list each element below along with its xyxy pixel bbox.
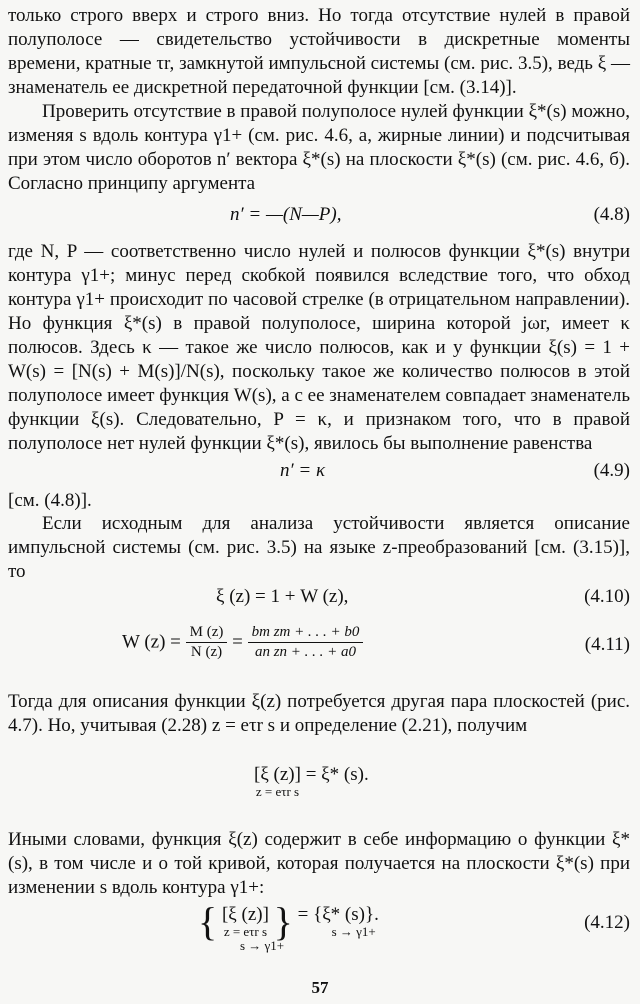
equation-4-9-number: (4.9) [593, 460, 630, 481]
equation-4-8 [8, 200, 630, 234]
brace-inner-text: [ξ (z)] [221, 904, 269, 925]
paragraph-2: Проверить отсутствие в правой полуполосе нулей функции ξ*(s) можно, изменяя s вдоль контура γ1+ (см. рис. 4.6, а, жирные линии) и подсчитывая при этом число оборотов n′ вектора ξ*(s) на плоскости ξ*(s) (см. рис. 4.6, б). Согласно принципу аргумента [8, 101, 630, 194]
polynomial-numerator: bm zm + . . . + b0 [248, 624, 364, 643]
equation-unnumbered [8, 764, 630, 814]
bracket-xi-z [254, 764, 301, 800]
paragraph-6: Иными словами, функция ξ(z) содержит в себе информацию о функции ξ*(s), в том числе и о той кривой, которая получается на плоскости ξ*(s) при изменении s вдоль контура γ1+: [8, 829, 630, 898]
page-number: 57 [311, 978, 329, 997]
equation-4-10-number: (4.10) [584, 586, 630, 607]
reference-4-8: [см. (4.8)]. [8, 490, 92, 511]
equation-4-10 [8, 582, 630, 616]
equation-4-9 [8, 456, 630, 490]
equation-4-12-rhs: = {ξ* (s)}. [297, 904, 379, 925]
equation-4-11-lhs: W (z) = [122, 631, 181, 653]
equation-4-9-body: n′ = κ [280, 460, 326, 481]
brace-inner-subscript: z = eτr s [223, 924, 268, 939]
left-brace: { [198, 899, 218, 944]
equation-unnumbered-rhs: = ξ* (s). [305, 764, 369, 785]
right-brace: } [273, 899, 293, 944]
paragraph-5: Тогда для описания функции ξ(z) потребуется другая пара плоскостей (рис. 4.7). Но, учитывая (2.28) z = eτr s и определение (2.21), получим [8, 691, 630, 736]
bracket-xi-z-text: [ξ (z)] [254, 764, 301, 785]
equation-4-11-equals: = [232, 631, 243, 653]
fraction-m-numerator: M (z) [186, 624, 228, 643]
equation-4-8-body: n′ = —(N—P), [230, 204, 342, 225]
brace-subscript: s → γ1+ [240, 938, 285, 953]
equation-4-12 [8, 899, 630, 972]
paragraph-1: только строго вверх и строго вниз. Но тогда отсутствие нулей в правой полуполосе — свидетельство устойчивости в дискретные моменты времени, кратные τr, замкнутой импульсной системы (см. рис. 3.5), ведь ξ — знаменатель ее дискретной передаточной функции [см. (3.14)]. [8, 5, 630, 98]
equation-4-11-number: (4.11) [584, 634, 630, 655]
rhs-subscript: s → γ1+ [331, 924, 376, 939]
polynomial-denominator: an zn + . . . + a0 [254, 644, 357, 660]
fraction-m-over-n [186, 624, 228, 661]
brace-inner [222, 904, 269, 940]
equation-4-8-number: (4.8) [593, 204, 630, 225]
equation-unnumbered-body [254, 764, 369, 800]
equation-4-12-body [198, 899, 379, 954]
fraction-n-denominator: N (z) [190, 644, 223, 660]
paragraph-4: Если исходным для анализа устойчивости является описание импульсной системы (см. рис. 3.5) на языке z-преобразований [см. (3.15)], то [8, 513, 630, 582]
fraction-polynomial [248, 624, 364, 661]
equation-4-10-body: ξ (z) = 1 + W (z), [216, 586, 349, 607]
paragraph-3: где N, P — соответственно число нулей и полюсов функции ξ*(s) внутри контура γ1+; минус перед скобкой появился вследствие того, что обход контура γ1+ происходит по часовой стрелке (в отрицательном направлении). Но функция ξ*(s) в правой полуполосе, ширина которой jωr, имеет κ полюсов. Здесь κ — такое же число полюсов, как и у функции ξ(s) = 1 + W(s) = [N(s) + M(s)]/N(s), поскольку такое же количество полюсов в этой полуполосе имеет функция W(s), а с ее знаменателем совпадает знаменатель функции ξ(s). Следовательно, P = κ, и признаком того, что в правой полуполосе нет нулей функции ξ*(s), явилось бы выполнение равенства [8, 241, 630, 454]
equation-4-11-body [122, 624, 363, 661]
equation-4-12-number: (4.12) [584, 912, 630, 933]
equation-4-11 [8, 622, 630, 674]
bracket-subscript: z = eτr s [255, 784, 300, 799]
equation-4-12-rhs-group [298, 904, 379, 940]
